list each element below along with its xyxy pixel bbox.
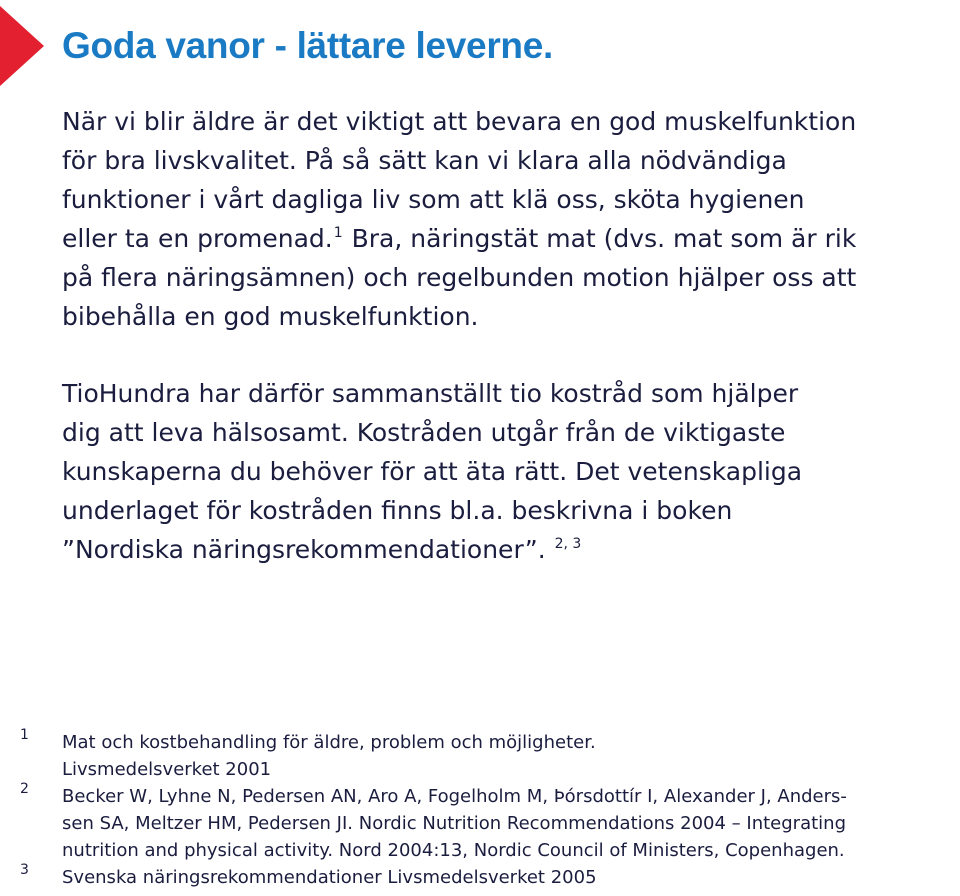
footnote-line: nutrition and physical activity. Nord 2004:13, Nordic Council of Ministers, Copenhagen. xyxy=(62,840,845,861)
footnote-line: Mat och kostbehandling för äldre, problem och möjligheter. xyxy=(62,732,596,753)
page-title: Goda vanor - lättare leverne. xyxy=(62,25,553,66)
tiohundra-line-4: underlaget för kostråden finns bl.a. beskrivna i boken xyxy=(62,496,733,525)
intro-line-1: När vi blir äldre är det viktigt att bevara en god muskelfunktion xyxy=(62,107,857,136)
tiohundra-paragraph xyxy=(62,374,952,569)
footnote-3 xyxy=(0,864,960,891)
footnote-ref-2-3[interactable]: 2, 3 xyxy=(554,535,582,552)
intro-line-4 xyxy=(62,219,952,258)
footnote-1 xyxy=(0,729,960,783)
tiohundra-line-5-text: ”Nordiska näringsrekommendationer”. xyxy=(62,535,546,564)
footnote-ref-1[interactable]: 1 xyxy=(333,224,343,241)
footnote-number: 3 xyxy=(20,862,29,878)
footnote-2 xyxy=(0,783,960,864)
footnote-line: Svenska näringsrekommendationer Livsmedelsverket 2005 xyxy=(62,867,597,888)
tiohundra-line-5 xyxy=(62,530,952,569)
footnote-line: Livsmedelsverket 2001 xyxy=(62,759,272,780)
footnote-line: Becker W, Lyhne N, Pedersen AN, Aro A, Fogelholm M, Þórsdottír I, Alexander J, Anders- xyxy=(62,786,847,807)
footnote-line: sen SA, Meltzer HM, Pedersen JI. Nordic Nutrition Recommendations 2004 – Integrating xyxy=(62,813,847,834)
intro-line-6: bibehålla en god muskelfunktion. xyxy=(62,302,479,331)
footnote-number: 2 xyxy=(20,781,29,797)
intro-line-2: för bra livskvalitet. På så sätt kan vi klara alla nödvändiga xyxy=(62,146,787,175)
intro-line-5: på flera näringsämnen) och regelbunden motion hjälper oss att xyxy=(62,263,857,292)
footnotes xyxy=(0,729,960,891)
tiohundra-line-3: kunskaperna du behöver för att äta rätt. Det vetenskapliga xyxy=(62,457,803,486)
intro-paragraph xyxy=(62,102,952,336)
tiohundra-line-2: dig att leva hälsosamt. Kostråden utgår från de viktigaste xyxy=(62,418,786,447)
footnote-number: 1 xyxy=(20,727,29,743)
intro-line-3: funktioner i vårt dagliga liv som att klä oss, sköta hygienen xyxy=(62,185,805,214)
intro-line-4-end: Bra, näringstät mat (dvs. mat som är rik xyxy=(343,224,857,253)
red-triangle-marker-icon xyxy=(0,6,44,86)
intro-line-4-start: eller ta en promenad. xyxy=(62,224,333,253)
tiohundra-line-1: TioHundra har därför sammanställt tio kostråd som hjälper xyxy=(62,379,799,408)
